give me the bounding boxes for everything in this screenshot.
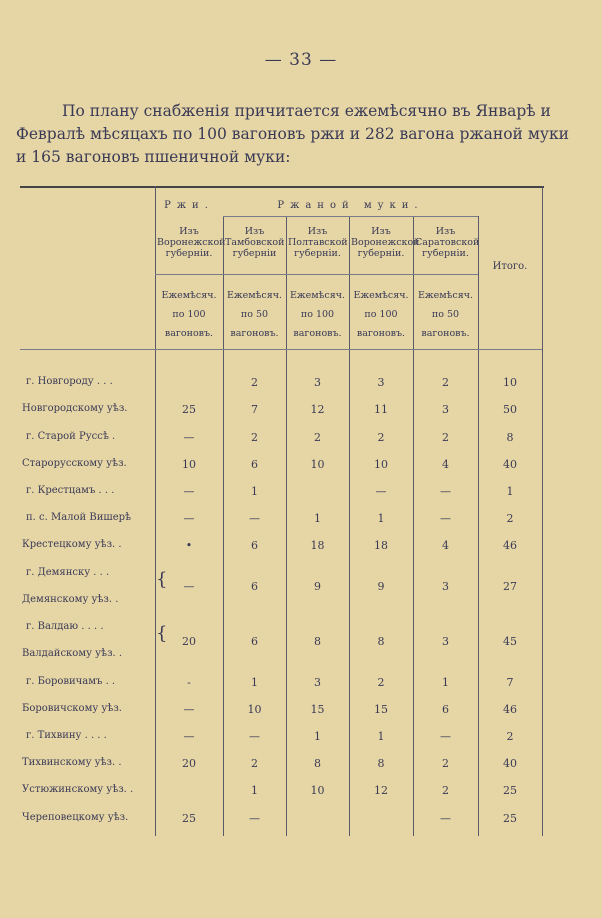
cell: 7 — [251, 403, 258, 416]
cell: 10 — [374, 458, 388, 471]
cell: 3 — [442, 403, 449, 416]
cell: 9 — [377, 580, 385, 593]
supply-table — [20, 186, 544, 836]
cell: — — [183, 485, 195, 498]
row-label: Устюжинскому уѣз. . — [22, 784, 134, 795]
row-label: г. Боровичамъ . . — [26, 676, 116, 687]
intro-line: По плану снабженія причитается ежемѣсячно въ Январѣ и — [62, 102, 551, 120]
header-rye-flour: Ржаной муки. — [277, 200, 424, 211]
cell: 1 — [506, 485, 514, 498]
column-divider — [286, 216, 287, 836]
header-monthly: Ежемѣсяч. по 50 вагоновъ. — [417, 290, 474, 339]
intro-line: Февралѣ мѣсяцахъ по 100 вагоновъ ржи и 282 вагона ржаной муки — [16, 125, 570, 143]
cell: 2 — [442, 784, 449, 797]
table-top-rule — [20, 186, 544, 188]
cell: 2 — [442, 431, 449, 444]
cell: 50 — [503, 403, 517, 416]
header-monthly: Ежемѣсяч. по 100 вагоновъ. — [353, 290, 409, 339]
cell: — — [183, 512, 195, 525]
cell: 6 — [251, 635, 258, 648]
cell: — — [440, 730, 451, 743]
cell: 10 — [503, 376, 517, 389]
cell: — — [440, 512, 451, 525]
cell: 9 — [314, 580, 321, 593]
cell: 6 — [251, 458, 258, 471]
cell: 40 — [503, 757, 517, 770]
cell: 4 — [442, 539, 449, 552]
cell: 3 — [442, 635, 449, 648]
cell: — — [183, 703, 195, 716]
intro-line: и 165 вагоновъ пшеничной муки: — [16, 148, 291, 166]
row-label: Боровичскому уѣз. — [22, 703, 122, 714]
header-source: Изъ Саратовской губерніи. — [415, 226, 480, 259]
cell: — — [440, 812, 451, 825]
row-label: г. Валдаю . . . . — [26, 621, 104, 632]
header-rye: Ржи. — [164, 200, 214, 211]
cell: — — [183, 730, 195, 743]
row-label: г. Крестцамъ . . . — [26, 485, 115, 496]
cell: 8 — [314, 635, 321, 648]
cell: 2 — [506, 512, 514, 525]
row-label: Тихвинскому уѣз. . — [22, 757, 122, 768]
cell: 8 — [377, 757, 385, 770]
cell: 46 — [503, 703, 517, 716]
cell: 6 — [442, 703, 449, 716]
cell: 10 — [310, 458, 325, 471]
cell: 4 — [442, 458, 449, 471]
cell: 10 — [247, 703, 262, 716]
column-divider — [478, 216, 479, 836]
cell: 8 — [506, 431, 514, 444]
header-monthly: Ежемѣсяч. по 100 вагоновъ. — [161, 290, 217, 339]
cell: 3 — [314, 676, 321, 689]
cell: — — [249, 730, 260, 743]
cell: 1 — [314, 512, 321, 525]
brace: { — [156, 623, 168, 644]
cell: 8 — [377, 635, 385, 648]
cell: 18 — [374, 539, 388, 552]
row-label: п. с. Малой Вишерѣ — [26, 512, 132, 523]
cell: 1 — [251, 676, 258, 689]
header-total: Итого. — [492, 261, 528, 272]
cell: 25 — [182, 403, 196, 416]
cell: 8 — [314, 757, 321, 770]
cell: — — [183, 580, 195, 593]
header-rule — [155, 274, 478, 275]
row-label: Новгородскому уѣз. — [22, 403, 128, 414]
cell: 3 — [377, 376, 385, 389]
cell: 20 — [182, 757, 196, 770]
cell: 6 — [251, 580, 258, 593]
column-divider — [413, 216, 414, 836]
cell: 2 — [506, 730, 514, 743]
cell: 1 — [251, 784, 258, 797]
column-divider — [349, 216, 350, 836]
cell: 2 — [442, 376, 449, 389]
cell: 46 — [503, 539, 517, 552]
cell: 1 — [377, 512, 385, 525]
column-divider — [542, 186, 543, 836]
cell: 2 — [251, 431, 258, 444]
row-label: Демянскому уѣз. . — [22, 594, 119, 605]
cell: — — [183, 431, 195, 444]
row-label: Валдайскому уѣз. . — [22, 648, 123, 659]
cell: 2 — [314, 431, 321, 444]
row-label: Старорусскому уѣз. — [22, 458, 127, 469]
cell: 2 — [442, 757, 449, 770]
cell: — — [440, 485, 451, 498]
header-source: Изъ Полтавской губерніи. — [288, 226, 348, 259]
row-label: г. Старой Руссѣ . — [26, 431, 116, 442]
cell: 1 — [251, 485, 258, 498]
row-label: г. Тихвину . . . . — [26, 730, 107, 741]
cell: • — [185, 539, 193, 552]
cell: 15 — [374, 703, 388, 716]
cell: 7 — [506, 676, 514, 689]
cell: — — [249, 512, 260, 525]
row-label: Крестецкому уѣз. . — [22, 539, 122, 550]
intro-paragraph — [16, 100, 570, 169]
page-number: — 33 — — [264, 50, 338, 70]
column-divider — [223, 216, 224, 836]
cell: 15 — [310, 703, 325, 716]
header-source: Изъ Воронежской губерніи. — [157, 226, 226, 259]
cell: 20 — [182, 635, 196, 648]
cell: 27 — [503, 580, 517, 593]
row-label: г. Демянску . . . — [26, 567, 110, 578]
cell: 2 — [377, 676, 385, 689]
cell: 25 — [503, 812, 517, 825]
cell: - — [187, 676, 191, 689]
cell: 10 — [182, 458, 196, 471]
header-monthly: Ежемѣсяч. по 100 вагоновъ. — [289, 290, 346, 339]
cell: 40 — [503, 458, 517, 471]
cell: 1 — [377, 730, 385, 743]
cell: 45 — [503, 635, 517, 648]
cell: 25 — [503, 784, 517, 797]
cell: 6 — [251, 539, 258, 552]
cell: 18 — [310, 539, 325, 552]
header-bottom-rule — [20, 349, 542, 350]
cell: 3 — [442, 580, 449, 593]
header-source: Изъ Воронежской губерніи. — [351, 226, 420, 259]
header-rule — [223, 216, 478, 217]
cell: 1 — [314, 730, 321, 743]
cell: 12 — [310, 403, 325, 416]
header-source: Изъ Тамбовской губерніи — [225, 226, 285, 259]
cell: 3 — [314, 376, 321, 389]
row-label: Череповецкому уѣз. — [22, 812, 129, 823]
header-monthly: Ежемѣсяч. по 50 вагоновъ. — [226, 290, 283, 339]
cell: 12 — [374, 784, 388, 797]
cell: 2 — [377, 431, 385, 444]
cell: 2 — [251, 757, 258, 770]
row-label: г. Новгороду . . . — [26, 376, 113, 387]
cell: 10 — [310, 784, 325, 797]
brace: { — [156, 569, 168, 590]
cell: 11 — [374, 403, 388, 416]
cell: 1 — [442, 676, 449, 689]
cell: 25 — [182, 812, 196, 825]
cell: — — [375, 485, 387, 498]
cell: — — [249, 812, 260, 825]
cell: 2 — [251, 376, 258, 389]
